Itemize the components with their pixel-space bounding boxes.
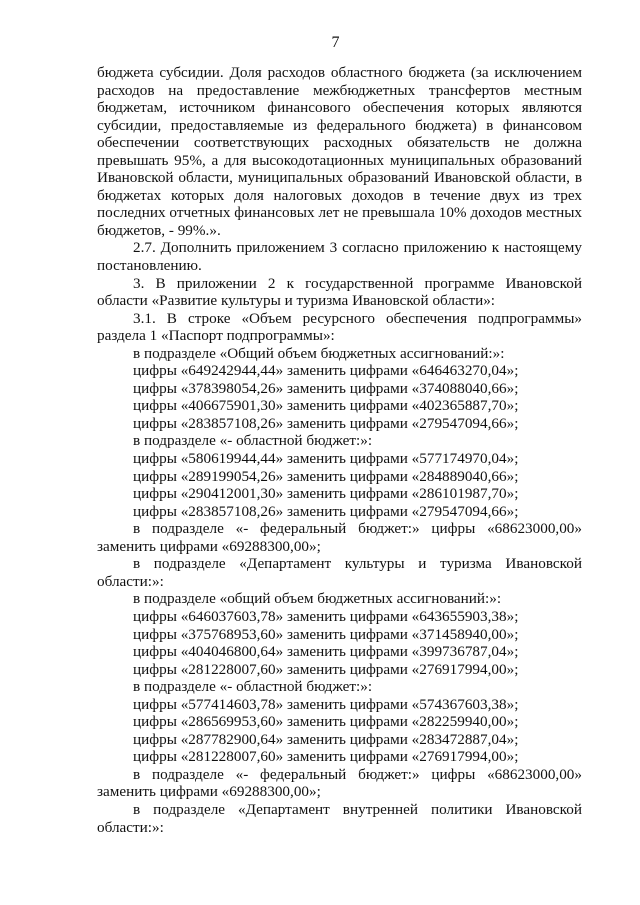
replacement-line: цифры «646037603,78» заменить цифрами «643655903,38»; [133,607,519,625]
replacement-line: цифры «281228007,60» заменить цифрами «276917994,00»; [133,748,519,766]
section-department-culture [97,590,582,801]
subsection-header: в подразделе «Общий объем бюджетных ассигнований:»: [133,344,505,362]
replacement-line: цифры «404046800,64» заменить цифрами «399736787,04»; [133,643,519,661]
replacement-line: цифры «286569953,60» заменить цифрами «282259940,00»; [133,713,519,731]
replacement-line: цифры «283857108,26» заменить цифрами «279547094,66»; [133,414,519,432]
replacement-line: цифры «281228007,60» заменить цифрами «276917994,00»; [133,660,519,678]
paragraph-3-1: 3.1. В строке «Объем ресурсного обеспечения подпрограммы» раздела 1 «Паспорт подпрограммы»: [97,309,582,345]
federal-budget-paragraph: в подразделе «- федеральный бюджет:» цифры «68623000,00» заменить цифрами «69288300,00»; [97,520,582,555]
section-subprogram-totals [97,345,582,556]
replacement-line: цифры «283857108,26» заменить цифрами «279547094,66»; [133,502,519,520]
replacement-line: цифры «378398054,26» заменить цифрами «374088040,66»; [133,379,519,397]
replacement-line: цифры «287782900,64» заменить цифрами «283472887,04»; [133,730,519,748]
paragraph-3: 3. В приложении 2 к государственной программе Ивановской области «Развитие культуры и туризма Ивановской области»: [97,274,582,310]
department-internal-paragraph: в подразделе «Департамент внутренней политики Ивановской области:»: [97,800,582,836]
replacement-line: цифры «577414603,78» заменить цифрами «574367603,38»; [133,695,519,713]
paragraph-subsidy-share: бюджета субсидии. Доля расходов областного бюджета (за исключением расходов на предоставление межбюджетных трансфертов местным бюджетам, источником финансового обеспечения которых являются субсидии, предоставляемые из федерального бюджета) в финансовом обеспечении соответствующих расходных обязательств не должна превышать 95%, а для высокодотационных муниципальных образований Ивановской области, муниципальных образований Ивановской области, в бюджетах которых доля налоговых доходов в течение двух из трех последних отчетных финансовых лет не превышала 10% доходов местных бюджетов, - 99%.». [97,64,582,239]
page-number: 7 [331,34,340,51]
document-body [97,64,582,836]
replacement-line: цифры «290412001,30» заменить цифрами «286101987,70»; [133,485,519,503]
replacement-line: цифры «649242944,44» заменить цифрами «646463270,04»; [133,362,519,380]
department-culture-paragraph: в подразделе «Департамент культуры и туризма Ивановской области:»: [97,555,582,590]
federal-budget-paragraph: в подразделе «- федеральный бюджет:» цифры «68623000,00» заменить цифрами «69288300,00»; [97,765,582,801]
subsection-header: в подразделе «- областной бюджет:»: [133,678,373,696]
paragraph-2-7: 2.7. Дополнить приложением 3 согласно приложению к настоящему постановлению. [97,239,582,275]
replacement-line: цифры «580619944,44» заменить цифрами «577174970,04»; [133,450,519,468]
replacement-line: цифры «375768953,60» заменить цифрами «371458940,00»; [133,625,519,643]
replacement-line: цифры «289199054,26» заменить цифрами «284889040,66»; [133,467,519,485]
replacement-line: цифры «406675901,30» заменить цифрами «402365887,70»; [133,397,519,415]
subsection-header: в подразделе «общий объем бюджетных ассигнований:»: [133,590,502,608]
subsection-header: в подразделе «- областной бюджет:»: [133,432,373,450]
